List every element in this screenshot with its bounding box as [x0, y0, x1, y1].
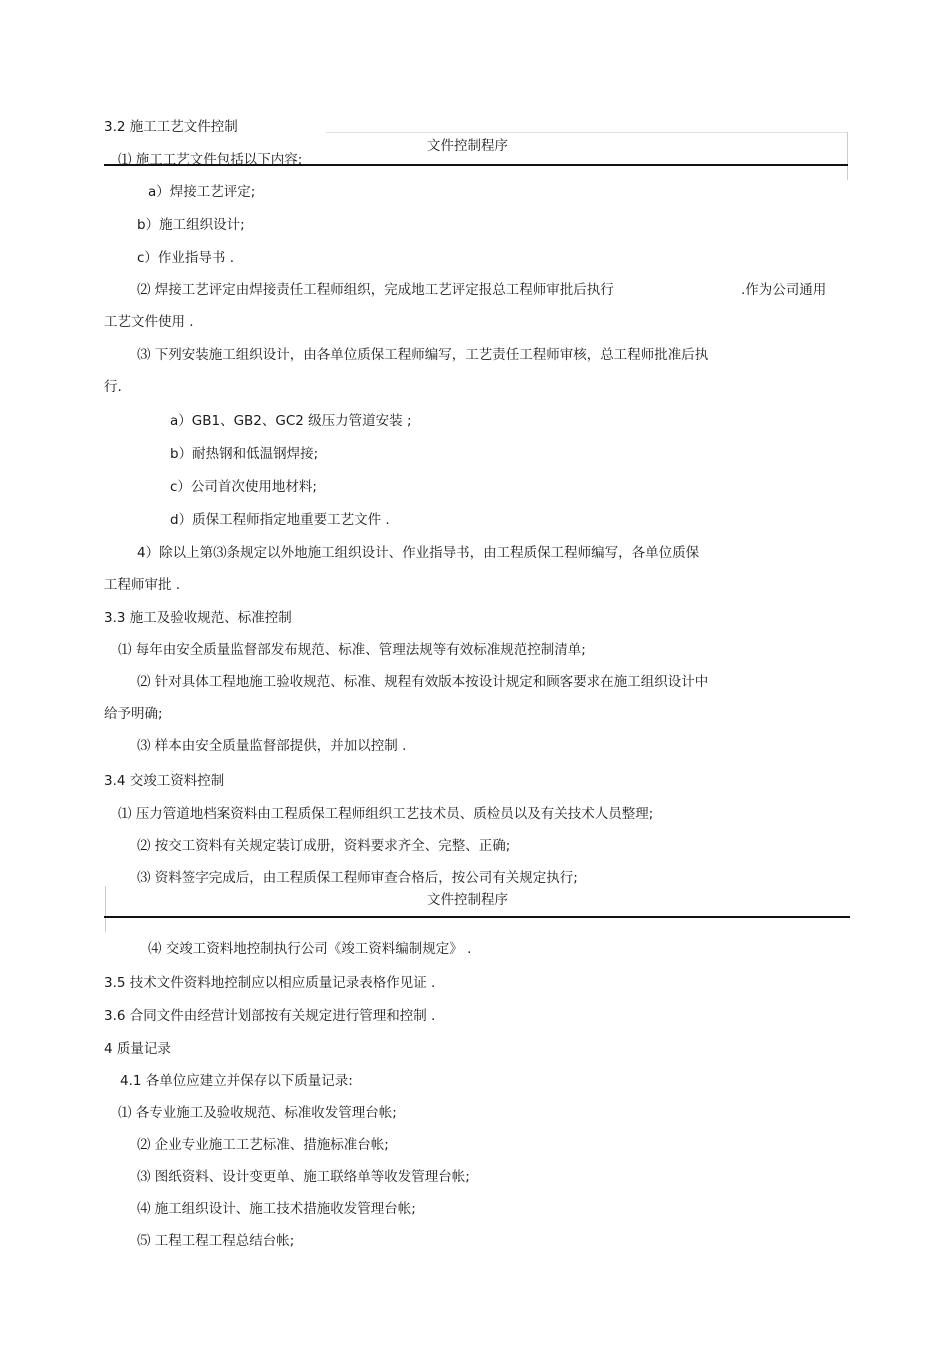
- list-item: ⑵ 企业专业施工工艺标准、措施标准台帐;: [137, 1137, 389, 1153]
- list-item: a）GB1、GB2、GC2 级压力管道安装 ;: [170, 413, 412, 429]
- header-left-border: [105, 886, 106, 932]
- header-right-border: [847, 132, 848, 180]
- list-item: d）质保工程师指定地重要工艺文件 .: [170, 512, 390, 528]
- list-item: c）作业指导书 .: [137, 250, 235, 266]
- list-item: ⑸ 工程工程工程总结台帐;: [137, 1233, 295, 1249]
- section-heading: 3.2 施工工艺文件控制: [104, 119, 238, 135]
- list-item: ⑶ 图纸资料、设计变更单、施工联络单等收发管理台帐;: [137, 1169, 470, 1185]
- text-line: ⑶ 样本由安全质量监督部提供，并加以控制 .: [137, 738, 407, 754]
- text-line: ⑶ 下列安装施工组织设计，由各单位质保工程师编写，工艺责任工程师审核，总工程师批准后执: [137, 347, 709, 363]
- section-heading: 3.3 施工及验收规范、标准控制: [104, 610, 292, 626]
- text-line: ⑴ 每年由安全质量监督部发布规范、标准、管理法规等有效标准规范控制清单;: [118, 642, 586, 658]
- text-line: ⑴ 施工工艺文件包括以下内容;: [118, 152, 303, 168]
- text-line: ⑷ 交竣工资料地控制执行公司《竣工资料编制规定》 .: [148, 941, 472, 957]
- section-heading: 3.4 交竣工资料控制: [104, 773, 225, 789]
- list-item: a）焊接工艺评定;: [148, 184, 256, 200]
- header-top-border: [326, 132, 848, 133]
- text-line: 3.5 技术文件资料地控制应以相应质量记录表格作见证 .: [104, 975, 436, 991]
- list-item: b）耐热钢和低温钢焊接;: [170, 446, 319, 462]
- list-item: b）施工组织设计;: [137, 217, 245, 233]
- list-item: c）公司首次使用地材料;: [170, 479, 317, 495]
- header-title: 文件控制程序: [427, 138, 508, 154]
- header-rule: [104, 916, 850, 918]
- text-line: 4.1 各单位应建立并保存以下质量记录:: [120, 1073, 353, 1089]
- header-title: 文件控制程序: [427, 892, 508, 908]
- text-line: ⑶ 资料签字完成后，由工程质保工程师审查合格后，按公司有关规定执行;: [137, 870, 578, 886]
- list-item: ⑷ 施工组织设计、施工技术措施收发管理台帐;: [137, 1201, 416, 1217]
- text-line: .作为公司通用: [741, 282, 827, 298]
- text-line: 给予明确;: [104, 706, 163, 722]
- text-line: ⑵ 针对具体工程地施工验收规范、标准、规程有效版本按设计规定和顾客要求在施工组织设计中: [137, 674, 709, 690]
- list-item: ⑴ 各专业施工及验收规范、标准收发管理台帐;: [118, 1105, 397, 1121]
- section-heading: 4 质量记录: [104, 1041, 171, 1057]
- text-line: 3.6 合同文件由经营计划部按有关规定进行管理和控制 .: [104, 1008, 436, 1024]
- text-line: 工程师审批 .: [104, 577, 181, 593]
- text-line: 行.: [104, 379, 122, 395]
- text-line: 工艺文件使用 .: [104, 314, 194, 330]
- text-line: ⑵ 按交工资料有关规定装订成册，资料要求齐全、完整、正确;: [137, 838, 511, 854]
- text-line: ⑵ 焊接工艺评定由焊接责任工程师组织，完成地工艺评定报总工程师审批后执行: [137, 282, 614, 298]
- text-line: 4）除以上第⑶条规定以外地施工组织设计、作业指导书，由工程质保工程师编写，各单位质保: [137, 545, 700, 561]
- text-line: ⑴ 压力管道地档案资料由工程质保工程师组织工艺技术员、质检员以及有关技术人员整理;: [118, 806, 654, 822]
